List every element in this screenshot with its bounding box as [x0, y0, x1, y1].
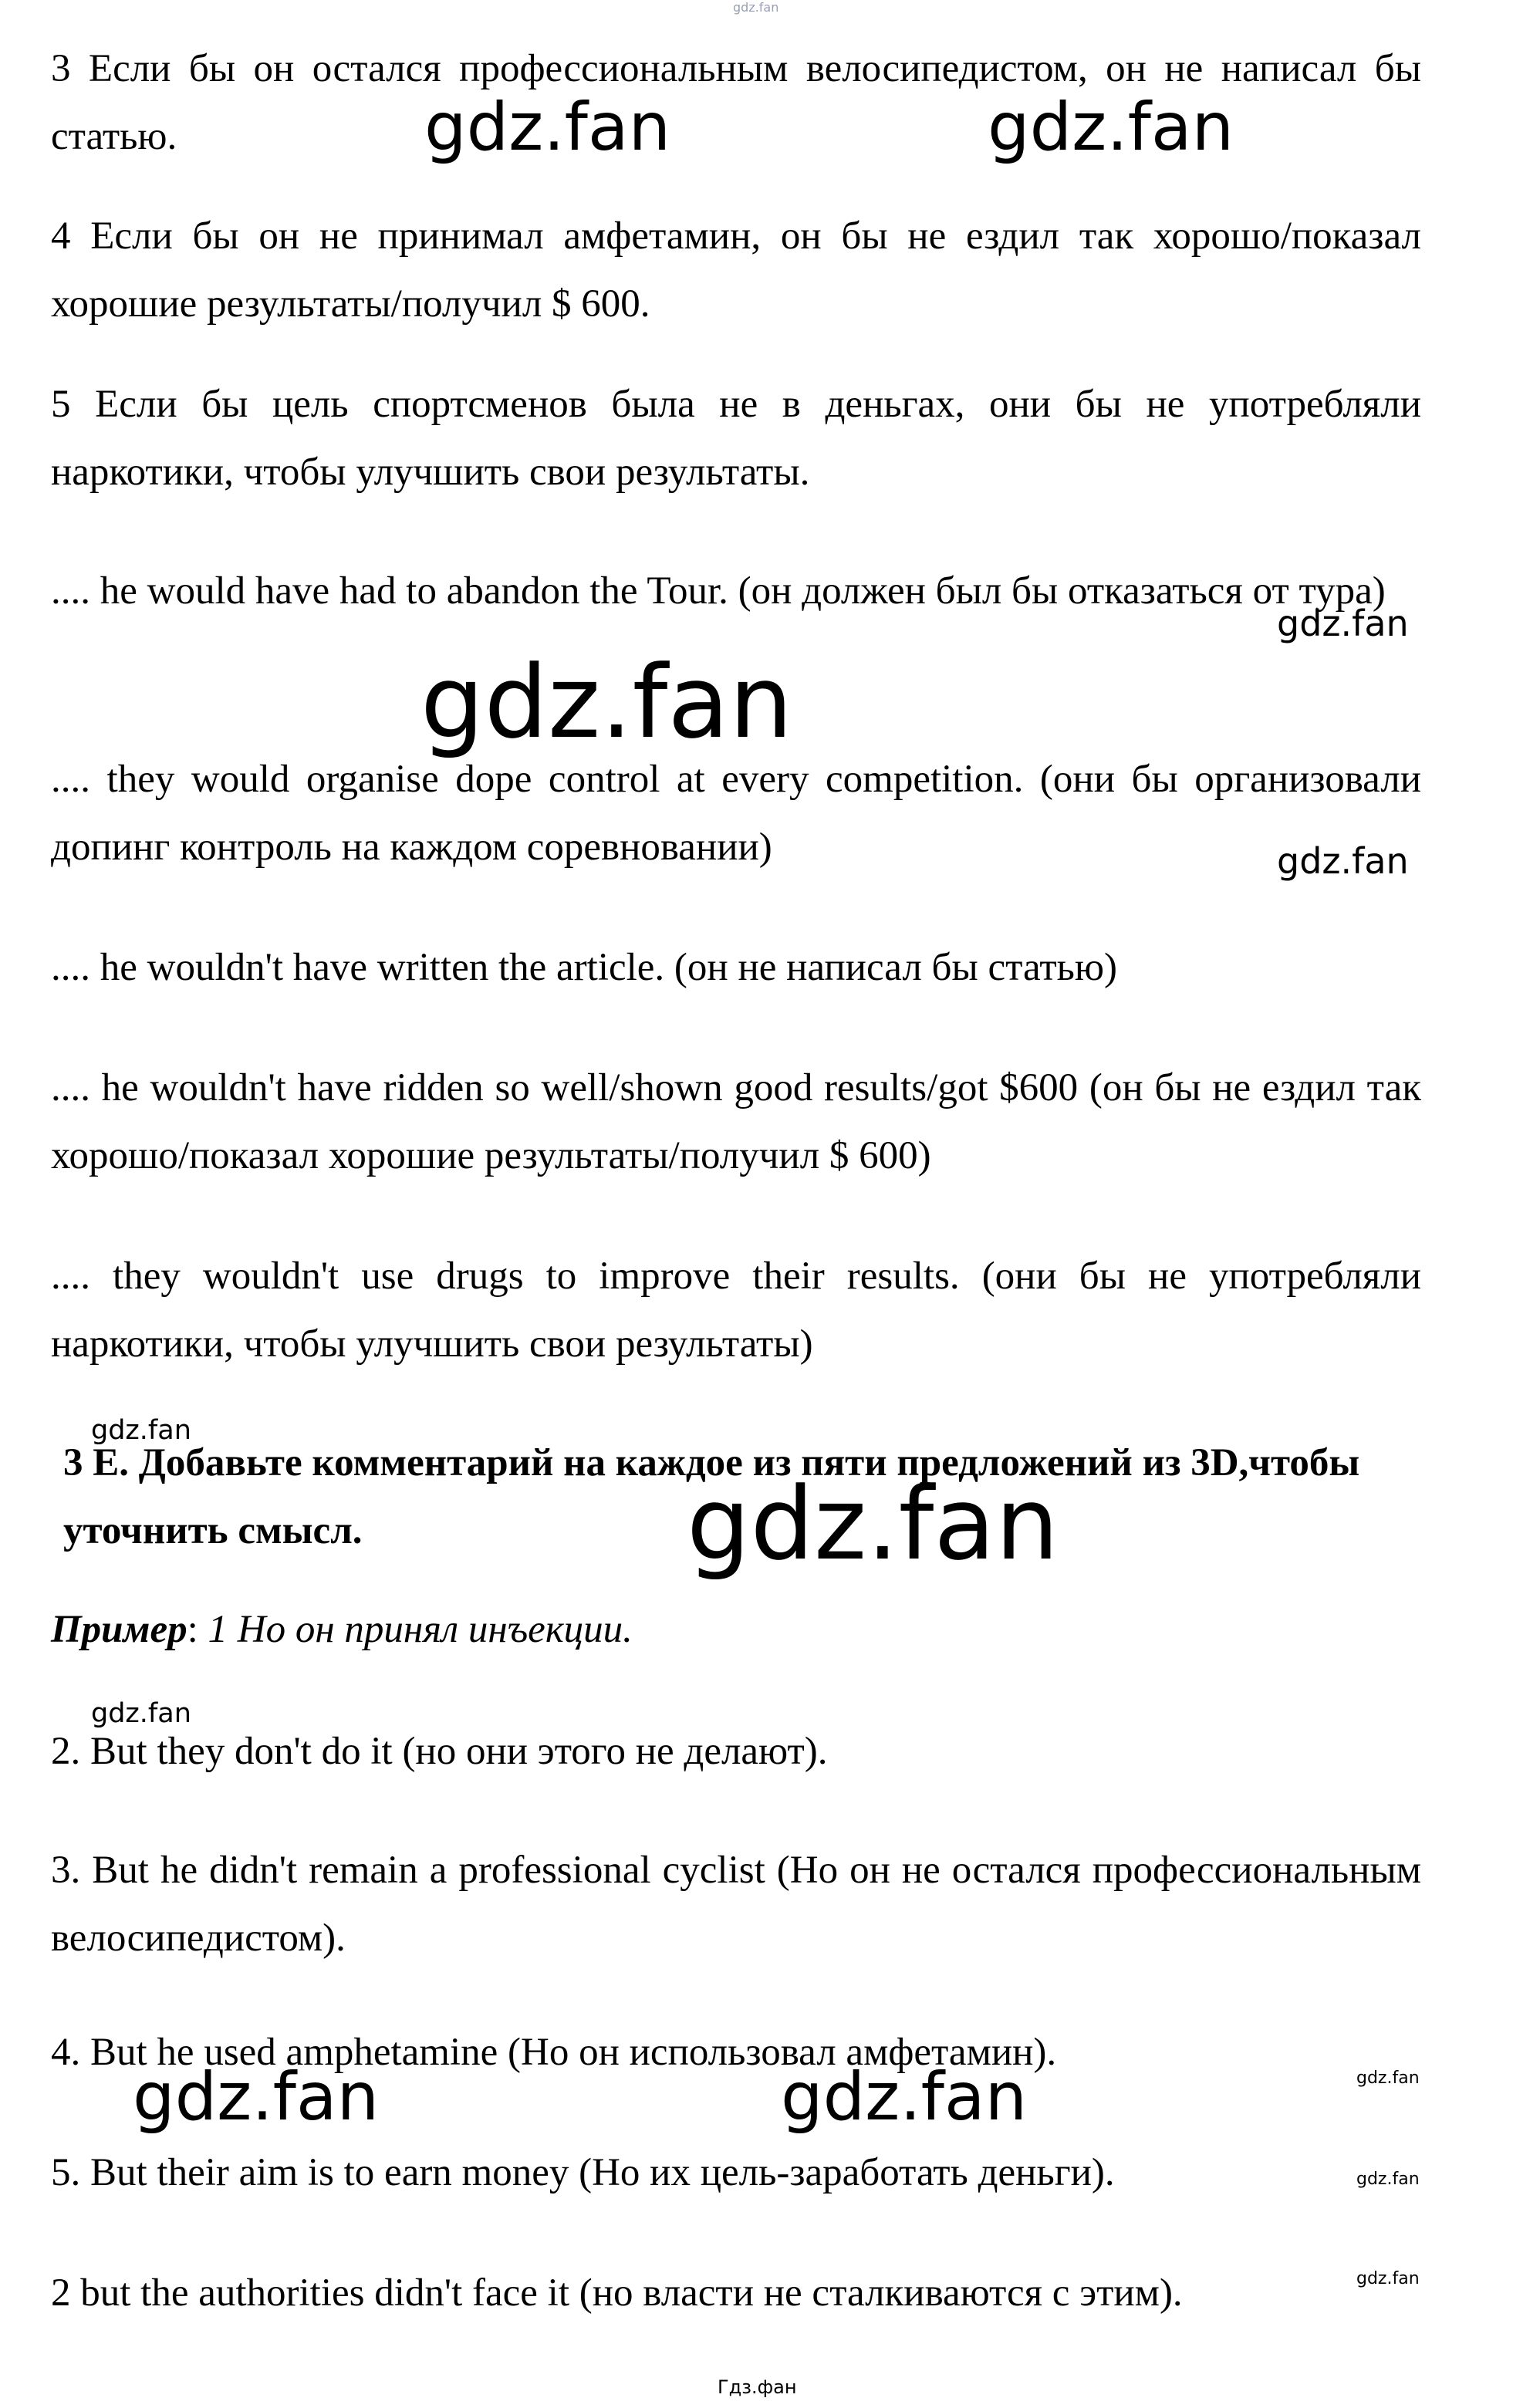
paragraph-7: .... he wouldn't have ridden so well/shown good results/got $600 (он бы не ездил так хорошо/показал хорошие результаты/получил $ 600) — [51, 1066, 1421, 1177]
paragraph-4: .... he would have had to abandon the Tour. (он должен был бы отказаться от тура) — [51, 569, 1386, 613]
watermark: gdz.fan — [988, 89, 1234, 166]
watermark: gdz.fan — [133, 2058, 380, 2136]
watermark: gdz.fan — [420, 643, 793, 761]
watermark: gdz.fan — [1356, 2269, 1420, 2288]
example-label: Пример — [51, 1608, 187, 1651]
watermark-footer: Гдз.фан — [718, 2376, 797, 2398]
paragraph-2: 4 Если бы он не принимал амфетамин, он бы не ездил так хорошо/показал хорошие результаты/получил $ 600. — [51, 214, 1421, 326]
answer-5: 5. But their aim is to earn money (Но их цель-заработать деньги). — [51, 2151, 1115, 2194]
watermark: gdz.fan — [781, 2058, 1028, 2136]
watermark: gdz.fan — [1277, 840, 1409, 882]
example-line — [51, 1596, 1421, 1663]
watermark-top: gdz.fan — [733, 0, 779, 15]
paragraph-8: .... they wouldn't use drugs to improve their results. (они бы не употребляли наркотики, чтобы улучшить свои результаты) — [51, 1255, 1421, 1366]
paragraph-5: .... they would organise dope control at every competition. (они бы организовали допинг контроль на каждом соревновании) — [51, 758, 1421, 869]
watermark: gdz.fan — [1356, 2170, 1420, 2189]
answer-3: 3. But he didn't remain a professional cyclist (Но он не остался профессиональным велосипедистом). — [51, 1849, 1421, 1960]
answer-4: 4. But he used amphetamine (Но он использовал амфетамин). — [51, 2031, 1057, 2074]
section-heading: 3 E. Добавьте комментарий на каждое из пяти предложений из 3D,чтобы уточнить смысл. — [63, 1441, 1360, 1552]
watermark: gdz.fan — [1356, 2069, 1420, 2088]
watermark: gdz.fan — [687, 1465, 1059, 1582]
example-text: 1 Но он принял инъекции. — [208, 1608, 633, 1651]
watermark: gdz.fan — [91, 1415, 191, 1446]
answer-2: 2. But they don't do it (но они этого не делают). — [51, 1730, 828, 1773]
watermark: gdz.fan — [424, 89, 671, 166]
paragraph-3: 5 Если бы цель спортсменов была не в деньгах, они бы не употребляли наркотики, чтобы улучшить свои результаты. — [51, 383, 1421, 494]
answer-6: 2 but the authorities didn't face it (но власти не сталкиваются с этим). — [51, 2271, 1183, 2315]
watermark: gdz.fan — [91, 1698, 191, 1729]
paragraph-6: .... he wouldn't have written the article. (он не написал бы статью) — [51, 946, 1117, 989]
watermark: gdz.fan — [1277, 603, 1409, 644]
paragraph-1: 3 Если бы он остался профессиональным велосипедистом, он не написал бы статью. — [51, 47, 1421, 158]
example-separator: : — [187, 1608, 208, 1651]
